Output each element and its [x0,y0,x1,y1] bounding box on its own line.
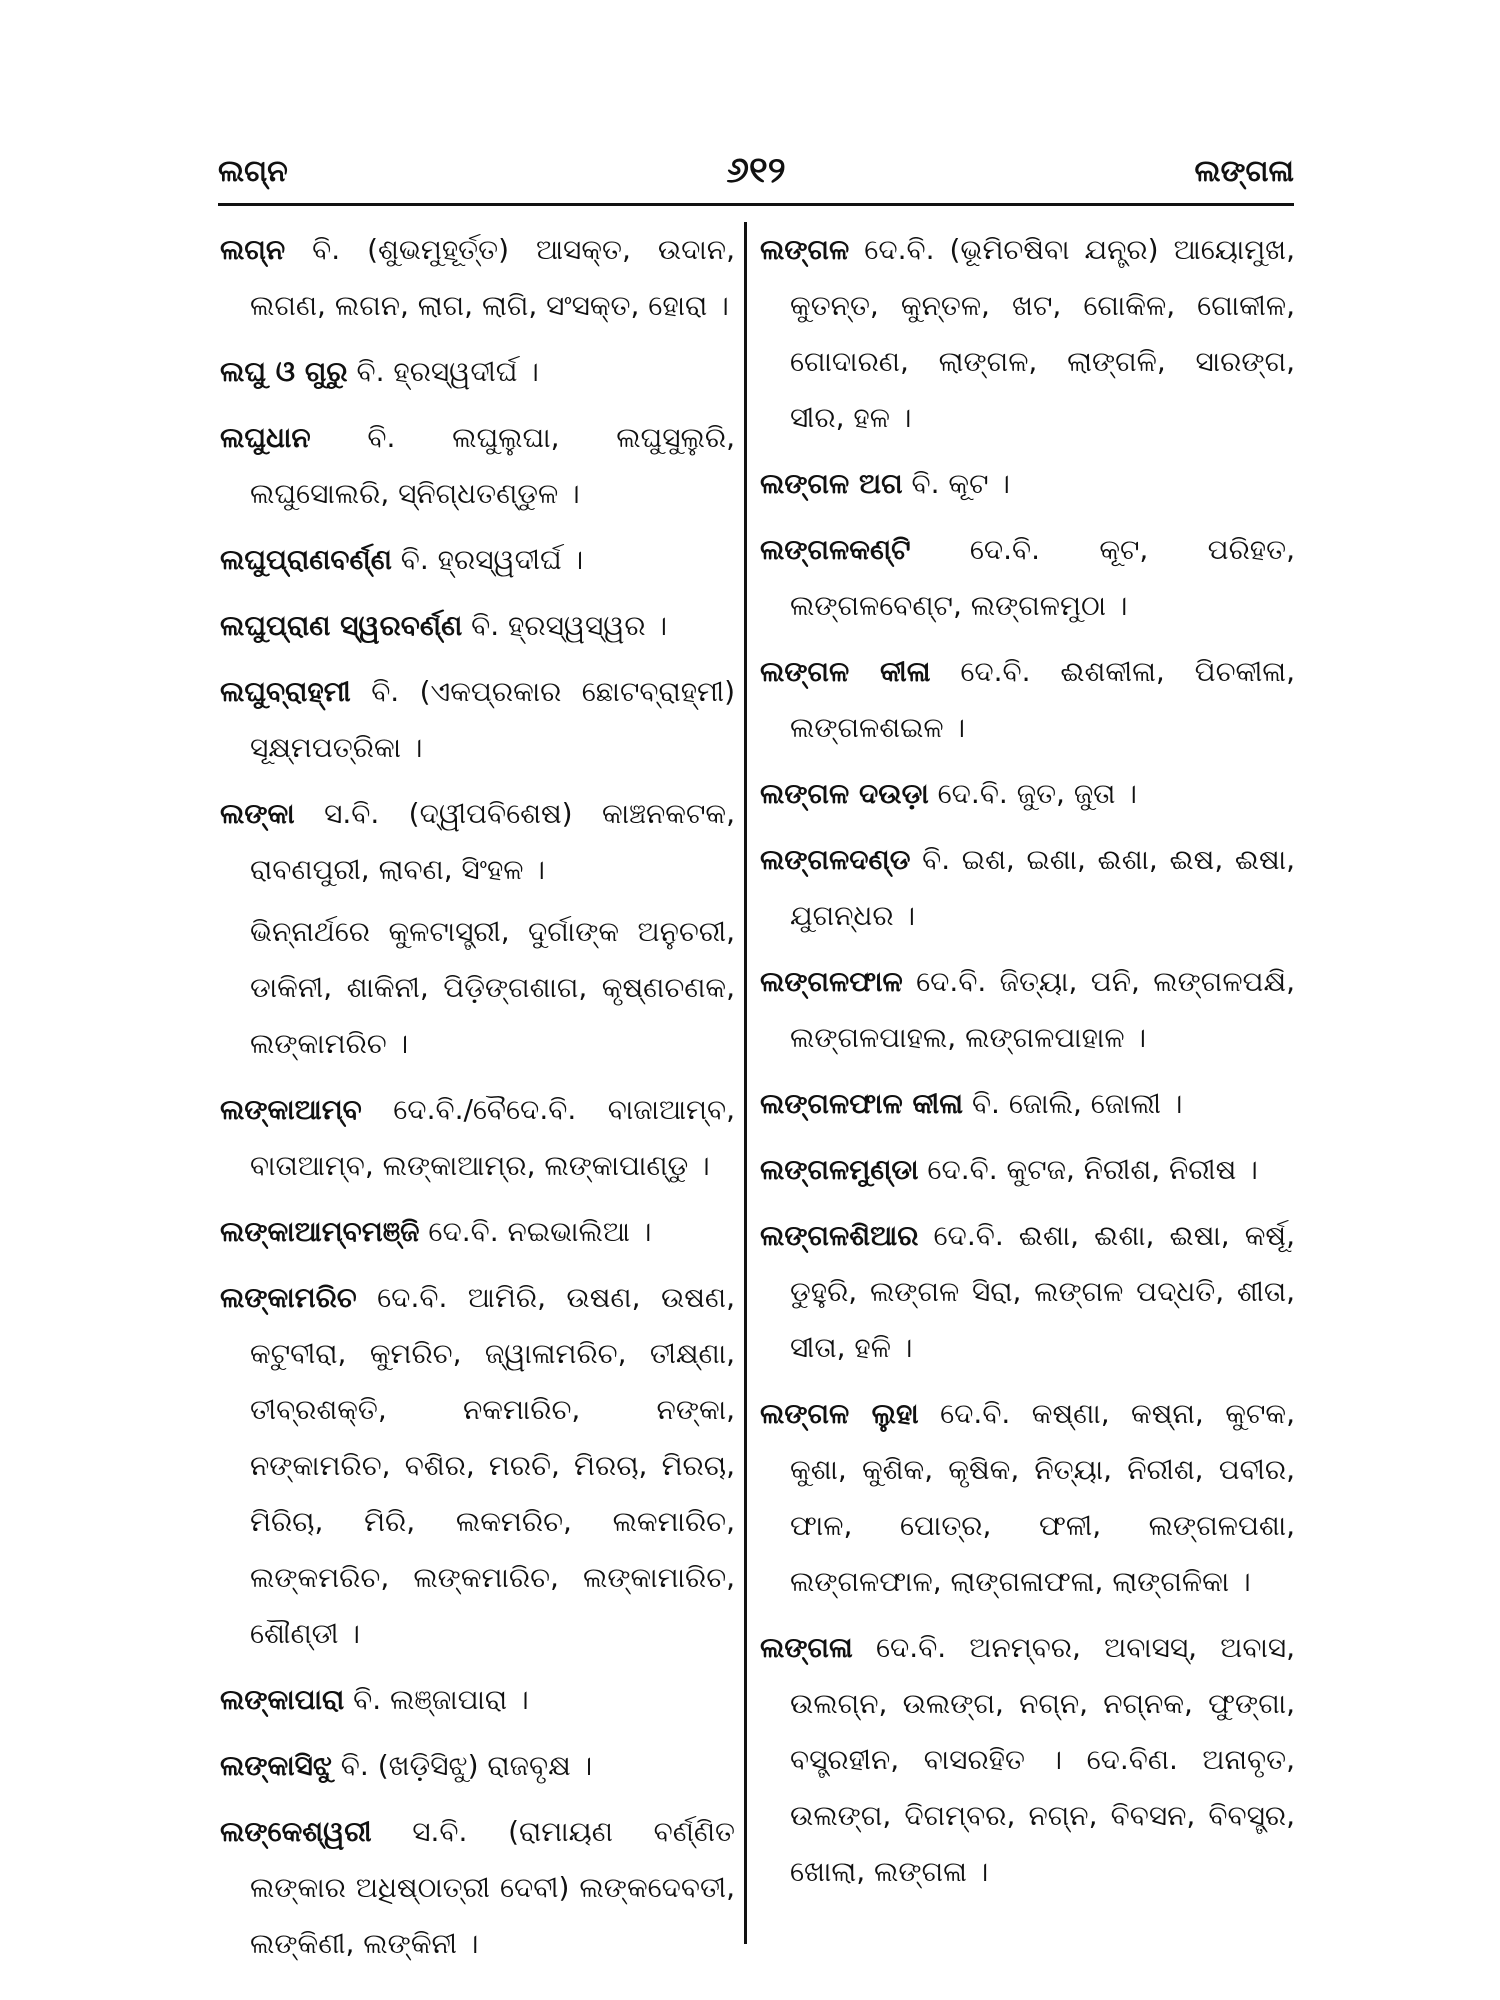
entry-headword: ଲଙ୍ଗଳଦଣ୍ଡ [760,843,911,876]
entry-headword: ଲଘୁପ୍ରାଣ ସ୍ୱରବର୍ଣ୍ଣ [220,609,463,642]
entry-definition: ଦେ.ବି. କୁଟଜ, ନିରୀଶ, ନିରୀଷ । [918,1153,1258,1186]
entry-headword: ଲଘୁପ୍ରାଣବର୍ଣ୍ଣ [220,543,392,576]
entry-headword: ଲଙ୍କାମରିଚ [220,1281,357,1314]
entry-headword: ଲଙ୍ଗଳକଣ୍ଟି [760,533,911,566]
entry-headword: ଲଙ୍ଗଳା [760,1631,853,1664]
entry-definition: ଦେ.ବି. କଷ୍ଣା, କଷ୍ନା, କୁଟକ, କୁଶା, କୁଶିକ, କୃଷିକ, ନିତ୍ୟା, ନିରୀଶ, ପବୀର, ଫାଳ, ପୋତ୍ର, ଫଳୀ, ଲଙ୍ଗଳପଶା, ଲଙ୍ଗଳଫାଳ, ଲାଙ୍ଗଳାଫଳା, ଲାଙ୍ଗଳିକା । [790,1397,1295,1598]
entry-headword: ଲଙ୍ଗଳ ଅଗ [760,467,903,500]
entry-definition: ବି. (ଶୁଭମୁହୂର୍ତ୍ତ) ଆସକ୍ତ, ଉଦାନ, ଲଗଣ, ଲଗନ, ଲାଗ, ଲାଗି, ସଂସକ୍ତ, ହୋରା । [250,233,735,322]
entry-definition: ବି. ହ୍ରସ୍ୱଦୀର୍ଘ । [347,355,539,388]
entry-definition: ଦେ.ବି. ଅନମ୍ବର, ଅବାସସ୍, ଅବାସ, ଉଲଗ୍ନ, ଉଲଙ୍ଗ, ନଗ୍ନ, ନଗ୍ନକ, ଫୁଙ୍ଗା, ବସ୍ତ୍ରହୀନ, ବାସରହିତ । ଦେ.ବିଣ. ଅନାବୃତ, ଉଲଙ୍ଗ, ଦିଗମ୍ବର, ନଗ୍ନ, ବିବସନ, ବିବସ୍ତ୍ର, ଖୋଲା, ଲଙ୍ଗଳା । [790,1631,1295,1888]
entry-headword: ଲଙ୍କେଶ୍ୱରୀ [220,1815,372,1848]
dictionary-entry [220,1804,735,1972]
entry-headword: ଲଙ୍ଗଳଶିଆର [760,1219,919,1252]
entry-definition: ଦେ.ବି. (ଭୂମିଚଷିବା ଯନ୍ତ୍ର) ଆୟୋମୁଖ, କୁତନ୍ତ, କୁନ୍ତଳ, ଖଟ, ଗୋକିଳ, ଗୋକୀଳ, ଗୋଦାରଣ, ଲାଙ୍ଗଳ, ଲାଙ୍ଗଳି, ସାରଙ୍ଗ, ସୀର, ହଳ । [790,233,1295,434]
entry-definition: ବି. ଇଶ, ଇଶା, ଈଶା, ଈଷ, ଈଷା, ଯୁଗନ୍ଧର । [790,843,1295,932]
page-header [218,150,1294,198]
right-column [760,222,1295,1910]
dictionary-entry [220,664,735,776]
dictionary-entry [220,532,735,588]
entry-definition: ସ.ବି. (ଦ୍ୱୀପବିଶେଷ) କାଞ୍ଚନକଟକ, ରାବଣପୁରୀ, ଲାବଣ, ସିଂହଳ । [250,797,735,886]
dictionary-entry [760,222,1295,446]
dictionary-entry [760,832,1295,944]
entry-headword: ଲଙ୍କାସିଝୁ [220,1749,332,1782]
entry-definition: ବି. ଲଞ୍ଜାପାରା । [344,1683,529,1716]
entry-definition: ବି. କୂଟ । [902,467,1011,500]
dictionary-entry [220,598,735,654]
column-divider [744,222,747,1944]
entry-headword: ଲଘୁଧାନ [220,421,311,454]
entry-headword: ଲଗ୍ନ [220,233,286,266]
page-number: ୬୧୨ [726,150,786,191]
header-left-guideword: ଲଗ୍ନ [218,154,288,189]
entry-headword: ଲଙ୍ଗଳଫାଳ [760,965,903,998]
dictionary-entry [220,344,735,400]
dictionary-entry [760,1208,1295,1376]
left-column [220,222,735,1982]
dictionary-entry [220,1082,735,1194]
dictionary-entry [220,1738,735,1794]
dictionary-entry [760,522,1295,634]
dictionary-entry [760,766,1295,822]
dictionary-entry [220,1672,735,1728]
header-right-guideword: ଲଙ୍ଗଳା [1194,154,1294,189]
entry-definition: ଦେ.ବି. ଜିତ୍ୟା, ପନି, ଲଙ୍ଗଳପକ୍ଷି, ଲଙ୍ଗଳପାହଲ, ଲଙ୍ଗଳପାହାଳ । [790,965,1295,1054]
dictionary-entry [760,1386,1295,1610]
entry-definition: ବି. ଲଘୁଲୁଘା, ଲଘୁସୁଲୁରି, ଲଘୁସୋଲରି, ସ୍ନିଗ୍ଧତଣ୍ଡୁଳ । [250,421,735,510]
dictionary-entry [220,410,735,522]
entry-definition: ବି. ହ୍ରସ୍ୱଦୀର୍ଘ । [391,543,584,576]
entry-definition: ବି. (ଖଡ଼ିସିଝୁ) ରାଜବୃକ୍ଷ । [331,1749,593,1782]
entry-definition: ଭିନ୍ନାର୍ଥରେ କୁଳଟାସ୍ତ୍ରୀ, ଦୁର୍ଗାଙ୍କ ଅନୁଚରୀ, ଡାକିନୀ, ଶାକିନୀ, ପିଡ଼ିଙ୍ଗଶାଗ, କୃଷ୍ଣଚଣକ, ଲଙ୍କାମରିଚ । [250,915,735,1060]
entry-definition: ବି. ଜୋଲି, ଜୋଲୀ । [963,1087,1183,1120]
dictionary-entry [760,1142,1295,1198]
entry-definition: ଦେ.ବି. ଈଶକୀଳା, ପିଚକୀଳା, ଲଙ୍ଗଳଶଇଳ । [790,655,1295,744]
entry-headword: ଲଙ୍ଗଳଫାଳ କୀଳା [760,1087,964,1120]
entry-headword: ଲଙ୍ଗଳ [760,233,850,266]
dictionary-entry [760,1076,1295,1132]
dictionary-entry [760,1620,1295,1900]
entry-headword: ଲଙ୍କାଆମ୍ବମଞ୍ଜି [220,1215,420,1248]
entry-headword: ଲଘୁ ଓ ଗୁରୁ [220,355,348,388]
dictionary-entry [220,1270,735,1662]
dictionary-entry [220,786,735,898]
dictionary-sense [220,904,735,1072]
dictionary-entry [220,1204,735,1260]
entry-headword: ଲଙ୍କାପାରା [220,1683,345,1716]
entry-headword: ଲଙ୍ଗଳ ଲୁହା [760,1397,919,1430]
entry-definition: ଦେ.ବି./ବୈଦେ.ବି. ବାଜାଆମ୍ବ, ବାତାଆମ୍ବ, ଲଙ୍କାଆମ୍ର, ଲଙ୍କାପାଣ୍ଡୁ । [250,1093,735,1182]
entry-headword: ଲଙ୍ଗଳ ଦଉଡ଼ା [760,777,929,810]
dictionary-entry [760,954,1295,1066]
entry-definition: ବି. (ଏକପ୍ରକାର ଛୋଟବ୍ରାହ୍ମୀ) ସୂକ୍ଷ୍ମପତ୍ରିକା । [250,675,735,764]
entry-headword: ଲଙ୍କାଆମ୍ବ [220,1093,362,1126]
entry-definition: ଦେ.ବି. କୂଟ, ପରିହତ, ଲଙ୍ଗଳବେଣ୍ଟ, ଲଙ୍ଗଳମୁଠା । [790,533,1295,622]
entry-headword: ଲଙ୍ଗଳ କୀଳା [760,655,931,688]
header-rule [218,203,1294,206]
entry-definition: ଦେ.ବି. ଈଶା, ଈଶା, ଈଷା, କର୍ଷୂ, ଡୁହୁରି, ଲଙ୍ଗଳ ସିରା, ଲଙ୍ଗଳ ପଦ୍ଧତି, ଶୀତା, ସୀତା, ହଳି । [790,1219,1295,1364]
entry-definition: ଦେ.ବି. ନଇଭାଲିଆ । [419,1215,652,1248]
entry-definition: ସ.ବି. (ରାମାୟଣ ବର୍ଣ୍ଣିତ ଲଙ୍କାର ଅଧିଷ୍ଠାତ୍ରୀ ଦେବୀ) ଲଙ୍କଦେବତୀ, ଲଙ୍କିଣୀ, ଲଙ୍କିନୀ । [250,1815,735,1960]
entry-definition: ବି. ହ୍ରସ୍ୱସ୍ୱର । [462,609,668,642]
entry-definition: ଦେ.ବି. ଜୁତ, ଜୁତା । [928,777,1137,810]
dictionary-entry [760,644,1295,756]
entry-definition: ଦେ.ବି. ଆମିରି, ଉଷଣ, ଉଷଣ, କଟୁବୀରା, କୁମରିଚ, ଜ୍ୱାଳାମରିଚ, ତୀକ୍ଷ୍ଣା, ତୀବ୍ରଶକ୍ତି, ନକମାରିଚ, ନଙ୍କା, ନଙ୍କାମରିଚ, ବଶିର, ମରଚି, ମିରଚା, ମିରଚା, ମିରିଚା, ମିରି, ଲକମରିଚ, ଲକମାରିଚ, ଲଙ୍କମରିଚ, ଲଙ୍କମାରିଚ, ଲଙ୍କାମାରିଚ, ଶୌଣ୍ଡୀ । [250,1281,735,1650]
entry-headword: ଲଙ୍କା [220,797,295,830]
entry-headword: ଲଙ୍ଗଳମୁଣ୍ଡା [760,1153,919,1186]
dictionary-entry [220,222,735,334]
entry-headword: ଲଘୁବ୍ରାହ୍ମୀ [220,675,351,708]
dictionary-entry [760,456,1295,512]
